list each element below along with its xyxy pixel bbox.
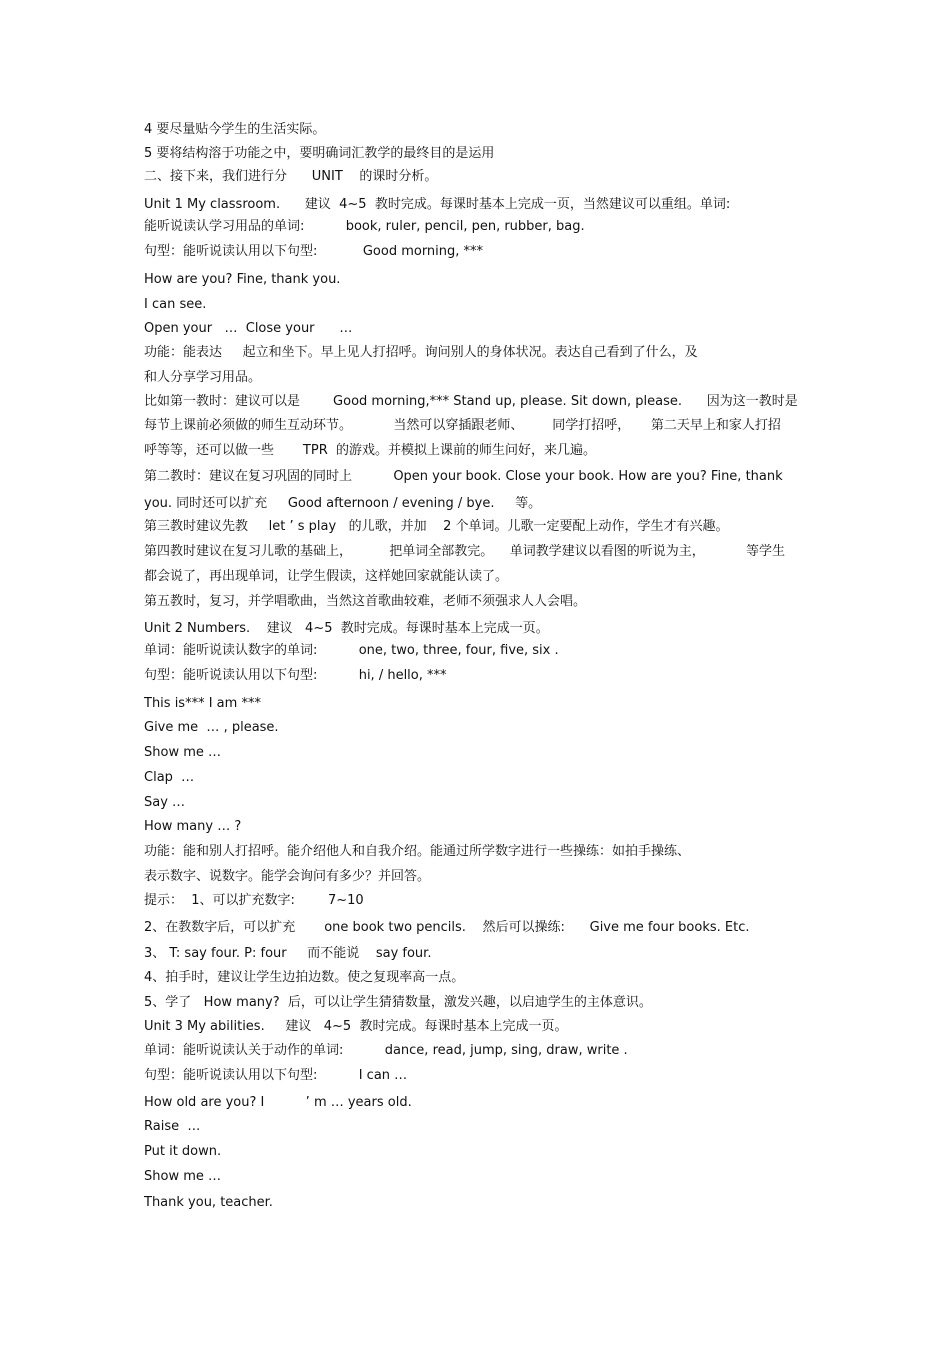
text-line-34: 3、 T: say four. P: four 而不能说 say four. <box>144 946 432 961</box>
text-line-42: Put it down. <box>144 1144 222 1159</box>
text-line-44: Thank you, teacher. <box>144 1195 273 1210</box>
text-line-33: 2、在教数字后，可以扩充 one book two pencils. 然后可以操练: Give me four books. Etc. <box>144 920 750 935</box>
text-line-8: I can see. <box>144 297 207 312</box>
text-line-4: Unit 1 My classroom. 建议 4~5 教时完成。每课时基本上完成一页，当然建议可以重组。单词: <box>144 197 731 212</box>
text-line-36: 5、学了 How many? 后，可以让学生猜猜数量，激发兴趣，以启迪学生的主体意识。 <box>144 995 652 1010</box>
text-line-6: 句型：能听说读认用以下句型: Good morning, *** <box>144 244 484 259</box>
text-line-16: you. 同时还可以扩充 Good afternoon / evening / bye. 等。 <box>144 496 542 511</box>
text-line-22: 单词：能听说读认数字的单词: one, two, three, four, five, six . <box>144 643 559 658</box>
text-line-23: 句型：能听说读认用以下句型: hi, / hello, *** <box>144 668 447 683</box>
text-line-10: 功能：能表达 起立和坐下。早上见人打招呼。询问别人的身体状况。表达自己看到了什么，及 <box>144 345 698 360</box>
text-line-7: How are you? Fine, thank you. <box>144 272 341 287</box>
text-line-5: 能听说读认学习用品的单词: book, ruler, pencil, pen, rubber, bag. <box>144 219 585 234</box>
text-line-9: Open your … Close your … <box>144 321 353 336</box>
text-line-12: 比如第一教时：建议可以是 Good morning,*** Stand up, please. Sit down, please. 因为这一教时是 <box>144 394 798 409</box>
text-line-20: 第五教时，复习，并学唱歌曲，当然这首歌曲较难，老师不须强求人人会唱。 <box>144 594 587 609</box>
text-line-40: How old are you? I ’ m … years old. <box>144 1095 412 1110</box>
text-line-21: Unit 2 Numbers. 建议 4~5 教时完成。每课时基本上完成一页。 <box>144 621 549 636</box>
text-line-39: 句型：能听说读认用以下句型: I can … <box>144 1068 408 1083</box>
text-line-3: 二、接下来，我们进行分 UNIT 的课时分析。 <box>144 169 438 184</box>
text-line-27: Clap … <box>144 770 195 785</box>
text-line-32: 提示： 1、可以扩充数字: 7~10 <box>144 893 364 908</box>
text-line-30: 功能：能和别人打招呼。能介绍他人和自我介绍。能通过所学数字进行一些操练：如拍手操练、 <box>144 844 691 859</box>
text-line-38: 单词：能听说读认关于动作的单词: dance, read, jump, sing, draw, write . <box>144 1043 628 1058</box>
text-line-35: 4、拍手时，建议让学生边拍边数。使之复现率高一点。 <box>144 970 465 985</box>
text-line-26: Show me … <box>144 745 222 760</box>
text-line-1: 4 要尽量贴今学生的生活实际。 <box>144 122 326 137</box>
text-line-37: Unit 3 My abilities. 建议 4~5 教时完成。每课时基本上完成一页。 <box>144 1019 568 1034</box>
text-line-19: 都会说了，再出现单词，让学生假读，这样她回家就能认读了。 <box>144 569 509 584</box>
text-line-2: 5 要将结构溶于功能之中，要明确词汇教学的最终目的是运用 <box>144 146 495 161</box>
text-line-13: 每节上课前必须做的师生互动环节。 当然可以穿插跟老师、 同学打招呼， 第二天早上和家人打招 <box>144 418 781 433</box>
text-line-17: 第三教时建议先教 let ’ s play 的儿歌，并加 2 个单词。儿歌一定要配上动作，学生才有兴趣。 <box>144 519 729 534</box>
text-line-14: 呼等等，还可以做一些 TPR 的游戏。并模拟上课前的师生问好，来几遍。 <box>144 443 597 458</box>
text-line-11: 和人分享学习用品。 <box>144 370 262 385</box>
text-line-29: How many … ? <box>144 819 242 834</box>
text-line-41: Raise … <box>144 1119 201 1134</box>
text-line-28: Say … <box>144 795 186 810</box>
text-line-24: This is*** I am *** <box>144 696 261 711</box>
text-line-25: Give me … , please. <box>144 720 279 735</box>
text-line-18: 第四教时建议在复习儿歌的基础上， 把单词全部教完。 单词教学建议以看图的听说为主， 等学生 <box>144 544 786 559</box>
text-line-43: Show me … <box>144 1169 222 1184</box>
text-line-15: 第二教时：建议在复习巩固的同时上 Open your book. Close your book. How are you? Fine, thank <box>144 469 783 484</box>
text-line-31: 表示数字、说数字。能学会询问有多少？并回答。 <box>144 869 431 884</box>
